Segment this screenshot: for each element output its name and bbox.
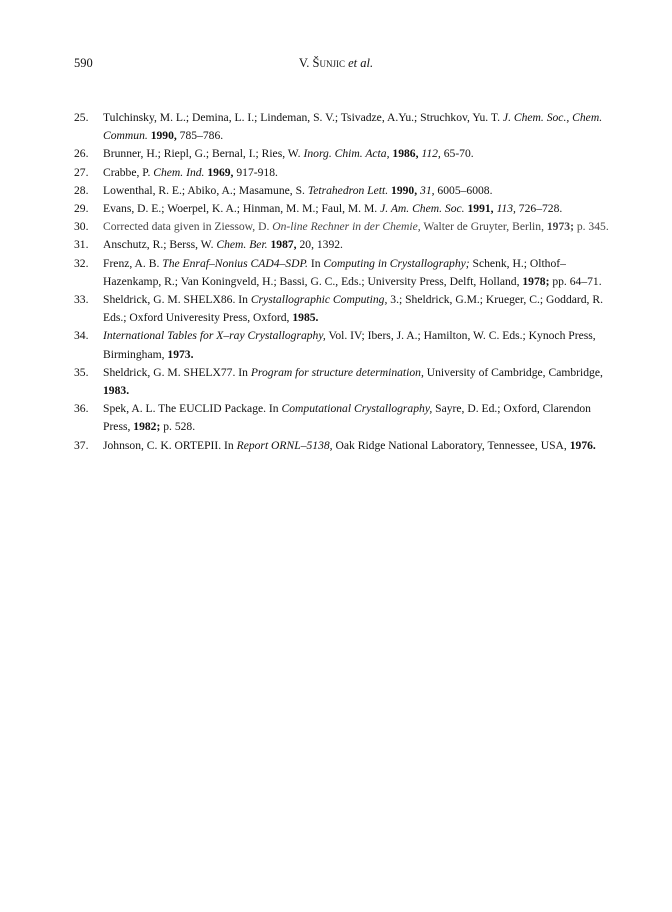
reference-segment: 3.; Sheldrick, G.M.; Krueger, C.; Goddard, R. Eds.; Oxford Univeresity Press, Oxford, <box>103 293 603 325</box>
reference-number: 34. <box>74 329 89 343</box>
reference-segment: Walter de Gruyter, Berlin, <box>420 220 547 234</box>
reference-segment: 1990, <box>150 129 177 143</box>
reference-segment: International Tables for X–ray Crystallography, <box>103 329 326 343</box>
reference-segment: J. Chem. Soc., Chem. Commun. <box>103 111 603 143</box>
reference-number: 31. <box>74 238 89 252</box>
reference-segment: 1969, <box>207 165 234 179</box>
reference-text <box>103 147 474 160</box>
reference-segment: Sheldrick, G. M. SHELX77. In <box>103 365 251 379</box>
reference-segment: 112, <box>421 147 441 161</box>
reference-item <box>74 255 614 291</box>
reference-item <box>74 291 614 327</box>
running-head-author: V. Šunjic <box>298 56 345 70</box>
reference-list <box>74 109 614 455</box>
reference-segment: 1990, <box>391 183 418 197</box>
reference-item <box>74 200 614 218</box>
reference-text <box>103 184 493 197</box>
reference-segment: In <box>307 256 324 270</box>
reference-segment: Tetrahedron Lett. <box>307 183 389 197</box>
reference-segment: Chem. Ber. <box>216 238 268 252</box>
reference-segment: 726–728. <box>515 202 563 216</box>
reference-segment: 1976. <box>569 438 596 452</box>
reference-item <box>74 327 614 363</box>
reference-segment: Evans, D. E.; Woerpel, K. A.; Hinman, M. M.; Faul, M. M. <box>103 202 381 216</box>
reference-segment: 1983. <box>103 384 130 398</box>
reference-segment: University of Cambridge, Cambridge, <box>423 365 603 379</box>
reference-number: 33. <box>74 293 89 307</box>
reference-segment: The Enraf–Nonius CAD4–SDP. <box>162 256 308 270</box>
reference-text <box>103 257 602 288</box>
reference-segment: Computational Crystallography, <box>281 402 433 416</box>
reference-segment: Corrected data given in Ziessow, D. <box>103 220 273 234</box>
running-head-et-al: et al. <box>348 56 374 70</box>
reference-item <box>74 109 614 145</box>
reference-number: 28. <box>74 183 89 197</box>
reference-segment: 1987, <box>270 238 297 252</box>
page-header <box>0 56 672 76</box>
reference-segment: pp. 64–71. <box>549 274 602 288</box>
reference-item <box>74 400 614 436</box>
reference-segment: 917-918. <box>233 165 278 179</box>
reference-segment: Sheldrick, G. M. SHELX86. In <box>103 293 251 307</box>
reference-text <box>103 439 596 452</box>
reference-number: 29. <box>74 202 89 216</box>
reference-item <box>74 164 614 182</box>
reference-segment: Spek, A. L. The EUCLID Package. In <box>103 402 282 416</box>
reference-segment: J. Am. Chem. Soc. <box>380 202 465 216</box>
reference-text <box>103 329 596 360</box>
reference-item <box>74 364 614 400</box>
running-head <box>0 56 672 71</box>
reference-segment: 1978; <box>522 274 550 288</box>
reference-segment: Sayre, D. Ed.; Oxford, Clarendon Press, <box>103 402 591 434</box>
reference-number: 27. <box>74 165 89 179</box>
reference-text <box>103 402 591 433</box>
reference-segment: 1985. <box>292 311 319 325</box>
reference-segment: 6005–6008. <box>434 183 493 197</box>
reference-segment: Program for structure determination, <box>250 365 424 379</box>
reference-item <box>74 182 614 200</box>
reference-segment: Lowenthal, R. E.; Abiko, A.; Masamune, S. <box>103 183 308 197</box>
reference-text <box>103 220 609 233</box>
reference-segment: 20, 1392. <box>296 238 343 252</box>
reference-number: 37. <box>74 438 89 452</box>
reference-segment: p. 528. <box>160 420 196 434</box>
reference-segment: 1991, <box>467 202 494 216</box>
reference-segment: Frenz, A. B. <box>103 256 163 270</box>
reference-text <box>103 166 278 179</box>
page-number: 590 <box>74 56 93 70</box>
reference-item <box>74 236 614 254</box>
reference-segment: Tulchinsky, M. L.; Demina, L. I.; Lindeman, S. V.; Tsivadze, A.Yu.; Struchkov, Yu. T. <box>103 111 503 124</box>
reference-number: 30. <box>74 220 89 234</box>
reference-number: 25. <box>74 111 89 124</box>
reference-segment: Crystallographic Computing, <box>250 293 388 307</box>
reference-segment: 1973. <box>167 347 194 361</box>
reference-segment: Report ORNL–5138, <box>236 438 333 452</box>
reference-segment: On-line Rechner in der Chemie, <box>272 220 421 234</box>
reference-number: 36. <box>74 402 89 416</box>
reference-segment: Computing in Crystallography; <box>323 256 470 270</box>
reference-number: 32. <box>74 256 89 270</box>
reference-segment: Vol. IV; Ibers, J. A.; Hamilton, W. C. Eds.; Kynoch Press, Birmingham, <box>103 329 596 361</box>
reference-number: 35. <box>74 365 89 379</box>
reference-text <box>103 202 562 215</box>
reference-text <box>103 293 603 324</box>
reference-segment: 1982; <box>133 420 161 434</box>
reference-segment: Johnson, C. K. ORTEPII. In <box>103 438 237 452</box>
reference-item <box>74 437 614 455</box>
reference-segment: 31, <box>420 183 435 197</box>
reference-item <box>74 145 614 163</box>
reference-segment: Inorg. Chim. Acta, <box>303 147 390 161</box>
reference-segment: Oak Ridge National Laboratory, Tennessee, USA, <box>332 438 570 452</box>
reference-segment: 785–786. <box>176 129 224 143</box>
reference-text <box>103 111 602 142</box>
reference-segment: 1973; <box>546 220 574 234</box>
reference-segment: 65-70. <box>440 147 474 161</box>
reference-number: 26. <box>74 147 89 161</box>
reference-segment: 113, <box>496 202 516 216</box>
reference-segment: Crabbe, P. <box>103 165 154 179</box>
reference-segment: 1986, <box>392 147 419 161</box>
reference-segment: Chem. Ind. <box>153 165 205 179</box>
reference-segment: p. 345. <box>573 220 609 234</box>
reference-item <box>74 218 614 236</box>
reference-text <box>103 366 603 397</box>
reference-text <box>103 238 343 251</box>
reference-segment: Brunner, H.; Riepl, G.; Bernal, I.; Ries, W. <box>103 147 304 161</box>
reference-segment: Schenk, H.; Olthof–Hazenkamp, R.; Van Koningveld, H.; Bassi, G. C., Eds.; University Press, Delft, Holland, <box>103 256 566 288</box>
reference-segment: Anschutz, R.; Berss, W. <box>103 238 217 252</box>
